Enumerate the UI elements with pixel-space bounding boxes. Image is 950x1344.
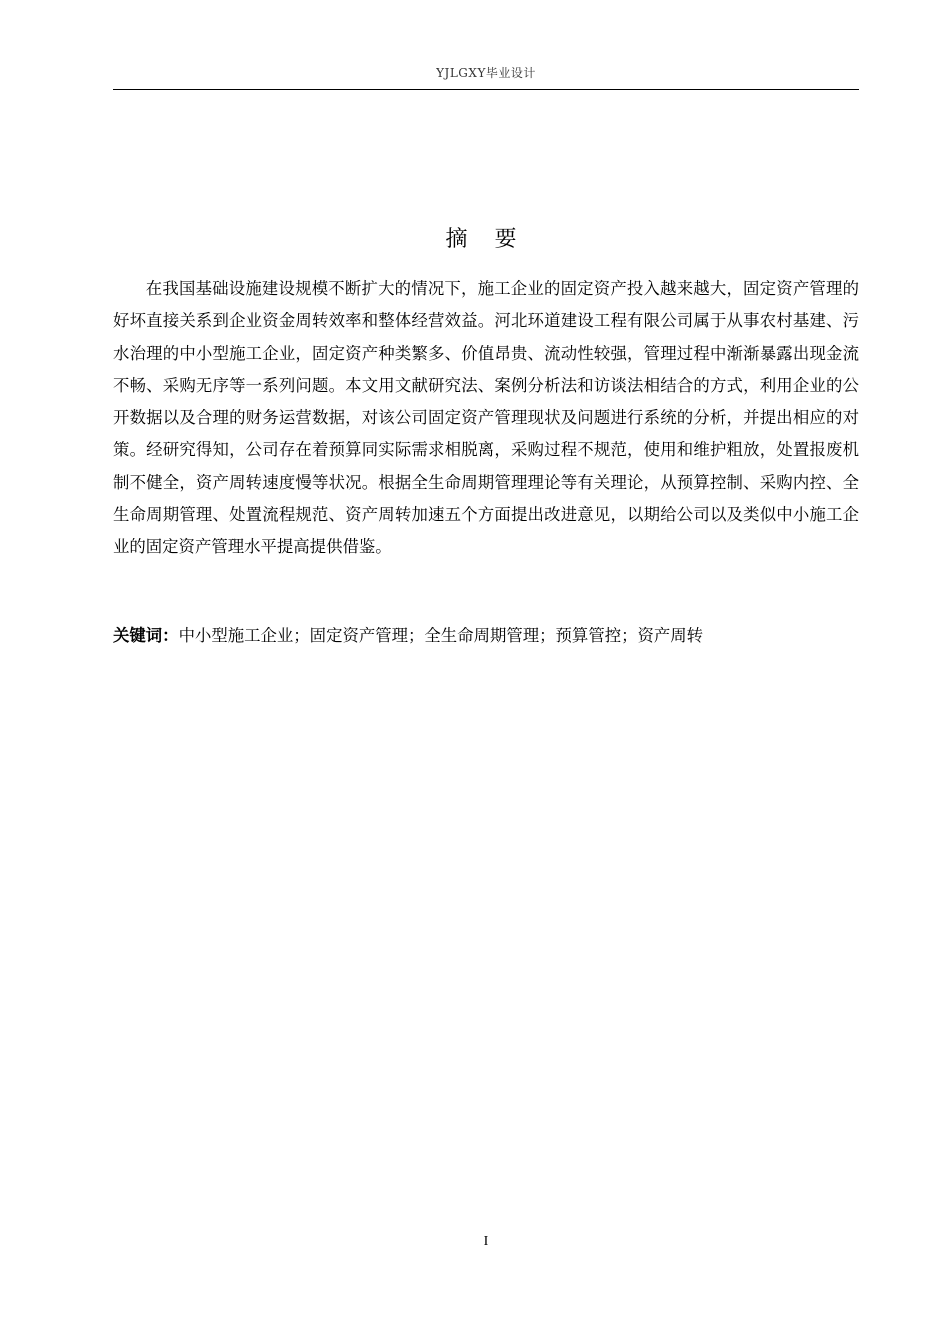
keywords-label: 关键词：: [113, 626, 179, 645]
abstract-body: 在我国基础设施建设规模不断扩大的情况下，施工企业的固定资产投入越来越大，固定资产管理的好坏直接关系到企业资金周转效率和整体经营效益。河北环道建设工程有限公司属于从事农村基建、污水治理的中小型施工企业，固定资产种类繁多、价值昂贵、流动性较强，管理过程中渐渐暴露出现金流不畅、采购无序等一系列问题。本文用文献研究法、案例分析法和访谈法相结合的方式，利用企业的公开数据以及合理的财务运营数据，对该公司固定资产管理现状及问题进行系统的分析，并提出相应的对策。经研究得知，公司存在着预算同实际需求相脱离，采购过程不规范，使用和维护粗放，处置报废机制不健全，资产周转速度慢等状况。根据全生命周期管理理论等有关理论，从预算控制、采购内控、全生命周期管理、处置流程规范、资产周转加速五个方面提出改进意见，以期给公司以及类似中小施工企业的固定资产管理水平提高提供借鉴。: [113, 279, 859, 557]
keywords-line: [113, 620, 859, 652]
keywords-value: 中小型施工企业；固定资产管理；全生命周期管理；预算管控；资产周转: [178, 626, 704, 645]
page-number: I: [483, 1234, 489, 1249]
abstract-title: 摘 要: [445, 226, 527, 252]
page-header: [113, 62, 859, 90]
header-text: YJLGXY毕业设计: [436, 66, 536, 80]
